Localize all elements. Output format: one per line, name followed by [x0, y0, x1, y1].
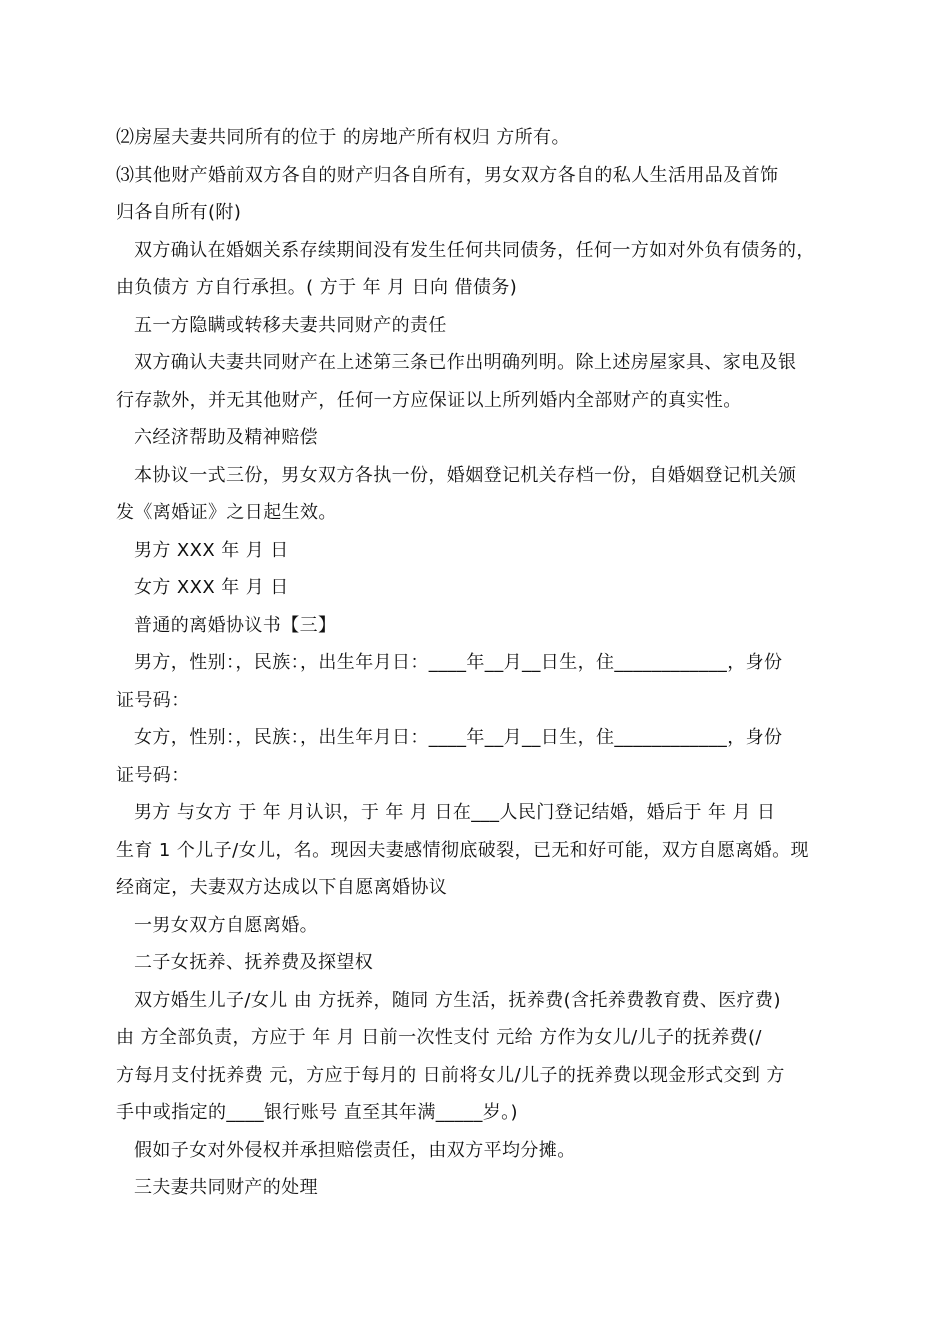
text-line-wife-id: 证号码：	[116, 765, 190, 786]
text-line-husband-info: 男方，性别：，民族：，出生年月日：____年__月__日生，住____________，身份	[134, 652, 783, 673]
text-line-wife-info: 女方，性别：，民族：，出生年月日：____年__月__日生，住____________，身份	[134, 727, 783, 748]
text-line-premarital-property-cont: 归各自所有(附)	[116, 202, 242, 223]
document-title: 普通的离婚协议书【三】	[134, 615, 337, 636]
text-line-marriage-cont2: 经商定，夫妻双方达成以下自愿离婚协议	[116, 877, 448, 898]
section-heading-economic-help: 六经济帮助及精神赔偿	[134, 427, 318, 448]
text-line-property-confirmation-cont: 行存款外，并无其他财产，任何一方应保证以上所列婚内全部财产的真实性。	[116, 390, 742, 411]
text-line-custody-cont: 由 方全部负责，方应于 年 月 日前一次性支付 元给 方作为女儿/儿子的抚养费(/	[116, 1027, 762, 1048]
section-heading-child-support: 二子女抚养、抚养费及探望权	[134, 952, 374, 973]
section-heading-concealment: 五一方隐瞒或转移夫妻共同财产的责任	[134, 315, 447, 336]
section-heading-joint-property: 三夫妻共同财产的处理	[134, 1177, 318, 1198]
text-line-copies: 本协议一式三份，男女双方各执一份，婚姻登记机关存档一份，自婚姻登记机关颁	[134, 465, 797, 486]
signature-line-husband: 男方 XXX 年 月 日	[134, 540, 289, 561]
text-line-property-house: ⑵房屋夫妻共同所有的位于 的房地产所有权归 方所有。	[116, 127, 570, 148]
text-line-property-confirmation: 双方确认夫妻共同财产在上述第三条已作出明确列明。除上述房屋家具、家电及银	[134, 352, 797, 373]
text-line-marriage-cont: 生育 1 个儿子/女儿，名。现因夫妻感情彻底破裂，已无和好可能，双方自愿离婚。现	[116, 840, 809, 861]
text-line-custody: 双方婚生儿子/女儿 由 方抚养，随同 方生活，抚养费(含托养费教育费、医疗费)	[134, 990, 781, 1011]
text-line-copies-cont: 发《离婚证》之日起生效。	[116, 502, 337, 523]
signature-line-wife: 女方 XXX 年 月 日	[134, 577, 289, 598]
section-heading-divorce: 一男女双方自愿离婚。	[134, 915, 318, 936]
text-line-premarital-property: ⑶其他财产婚前双方各自的财产归各自所有，男女双方各自的私人生活用品及首饰	[116, 165, 779, 186]
text-line-liability: 假如子女对外侵权并承担赔偿责任，由双方平均分摊。	[134, 1140, 576, 1161]
text-line-debts: 双方确认在婚姻关系存续期间没有发生任何共同债务，任何一方如对外负有债务的，	[134, 240, 815, 261]
text-line-husband-id: 证号码：	[116, 690, 190, 711]
text-line-debts-cont: 由负债方 方自行承担。( 方于 年 月 日向 借债务)	[116, 277, 518, 298]
text-line-custody-cont2: 方每月支付抚养费 元，方应于每月的 日前将女儿/儿子的抚养费以现金形式交到 方	[116, 1065, 785, 1086]
text-line-custody-cont3: 手中或指定的____银行账号 直至其年满_____岁。)	[116, 1102, 518, 1123]
text-line-marriage: 男方 与女方 于 年 月认识，于 年 月 日在___人民门登记结婚，婚后于 年 月 日	[134, 802, 776, 823]
